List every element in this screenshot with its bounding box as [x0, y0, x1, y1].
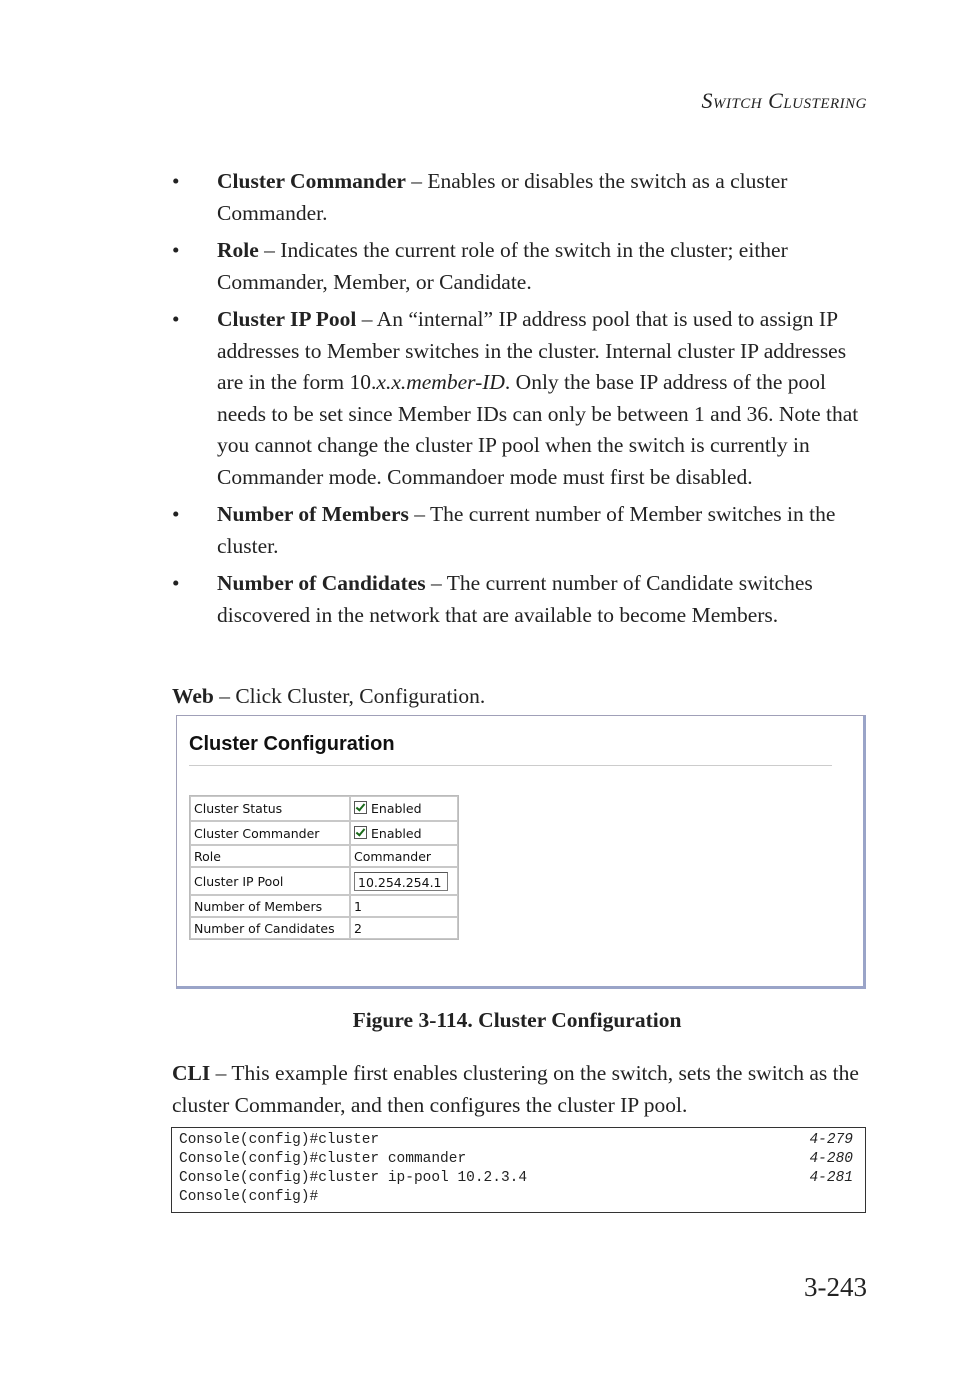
code-ref: 4-280 [809, 1151, 853, 1167]
term: Number of Candidates [217, 571, 426, 595]
row-label: Cluster Status [190, 796, 350, 821]
checkbox-label: Enabled [371, 801, 422, 816]
checkbox-checked-icon[interactable] [354, 826, 367, 839]
cluster-status-cell [350, 796, 458, 821]
definition-cont: . Only the base IP address of the pool needs to be set since Member IDs can only be between 1 and 36. Note that you cannot change the cluster IP pool when the switch is currently in Commander mode. Commandoer mode must first be disabled. [217, 370, 859, 489]
list-item: • Cluster Commander – Enables or disables the switch as a cluster Commander. [172, 169, 788, 225]
list-item: • Number of Candidates – The current number of Candidate switches discovered in the network that are available to become Members. [172, 571, 813, 627]
row-label: Cluster Commander [190, 821, 350, 845]
term: Cluster Commander [217, 169, 406, 193]
definition: – Indicates the current role of the switch in the cluster; either Commander, Member, or Candidate. [217, 238, 788, 294]
cli-text: – This example first enables clustering on the switch, sets the switch as the cluster Commander, and then configures the cluster IP pool. [172, 1061, 859, 1117]
checkbox-label: Enabled [371, 825, 422, 841]
code-ref: 4-281 [809, 1170, 853, 1186]
definition: – The current number of Candidate switches discovered in the network that are available to become Members. [217, 571, 813, 627]
web-term: Web [172, 684, 214, 708]
figure-title: Cluster Configuration [189, 733, 395, 755]
definition-list [172, 166, 872, 637]
code-ref: 4-279 [809, 1132, 853, 1148]
term: Role [217, 238, 259, 262]
definition: – An “internal” IP address pool that is used to assign IP addresses to Member switches in the cluster. Internal cluster IP addresses are in the form 10. [217, 307, 847, 394]
cli-term: CLI [172, 1061, 211, 1085]
row-label: Number of Members [190, 895, 350, 917]
table-row [190, 821, 458, 845]
web-text: – Click Cluster, Configuration. [213, 684, 486, 708]
figure-caption: Figure 3-114. Cluster Configuration [352, 1008, 682, 1032]
definition: – The current number of Member switches in the cluster. [217, 502, 836, 558]
code-line: Console(config)#cluster commander [179, 1151, 467, 1167]
ip-pool-input[interactable]: 10.254.254.1 [354, 872, 448, 891]
code-block [171, 1127, 866, 1213]
table-row [190, 867, 458, 895]
row-label: Number of Candidates [190, 917, 350, 939]
row-label: Role [190, 845, 350, 867]
table-row [190, 796, 458, 821]
ip-pool-cell [350, 867, 458, 895]
web-instruction [172, 684, 485, 709]
term: Cluster IP Pool [217, 307, 357, 331]
list-item: • Role – Indicates the current role of the switch in the cluster; either Commander, Member, or Candidate. [172, 238, 788, 294]
figure-screenshot [176, 715, 866, 989]
candidates-value: 2 [350, 917, 458, 939]
code-line: Console(config)#cluster [179, 1132, 380, 1148]
running-head: Switch Clustering [701, 88, 867, 113]
list-item: • Cluster IP Pool – An “internal” IP address pool that is used to assign IP addresses to Member switches in the cluster. Internal cluster IP addresses are in the form 10.x.x.member-ID. Only the base IP address of the pool needs to be set since Member IDs can only be between 1 and 36. Note that you cannot change the cluster IP pool when the switch is currently in Commander mode. Commandoer mode must first be disabled. [172, 307, 859, 489]
page-number: 3-243 [804, 1272, 867, 1302]
role-value: Commander [350, 845, 458, 867]
cli-paragraph [172, 1057, 866, 1121]
cluster-commander-cell [350, 821, 458, 845]
table-row [190, 895, 458, 917]
members-value: 1 [350, 895, 458, 917]
term: Number of Members [217, 502, 409, 526]
code-line: Console(config)#cluster ip-pool 10.2.3.4 [179, 1170, 528, 1186]
list-item: • Number of Members – The current number of Member switches in the cluster. [172, 502, 836, 558]
table-row [190, 917, 458, 939]
definition: – Enables or disables the switch as a cluster Commander. [217, 169, 788, 225]
divider [189, 765, 832, 766]
config-table [189, 795, 459, 940]
table-row [190, 845, 458, 867]
code-line: Console(config)# [179, 1189, 319, 1205]
checkbox-checked-icon[interactable] [354, 801, 367, 814]
definition-italic: x.x.member-ID [376, 370, 505, 394]
row-label: Cluster IP Pool [190, 867, 350, 895]
